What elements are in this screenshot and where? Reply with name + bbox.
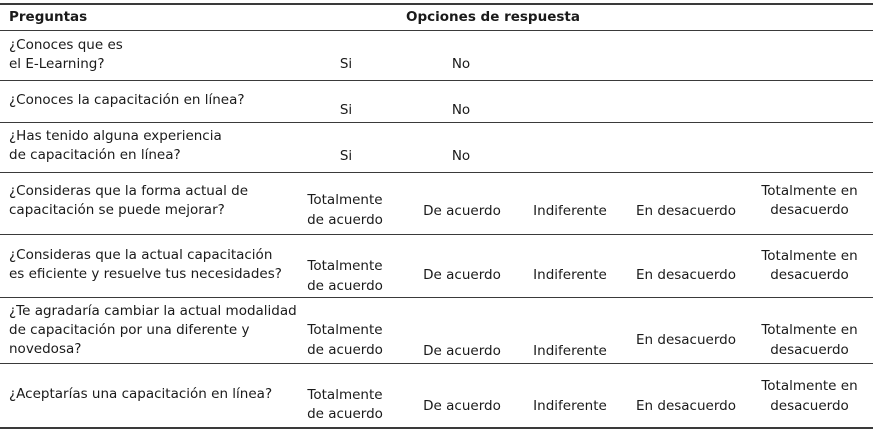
option-de-acuerdo: De acuerdo xyxy=(423,267,501,283)
option-totalmente-en-desacuerdo: desacuerdo xyxy=(770,202,849,218)
question-text: novedosa? xyxy=(9,341,82,357)
table-top-rule xyxy=(0,3,873,5)
question-text: ¿Consideras que la forma actual de xyxy=(9,183,249,199)
option-totalmente-de-acuerdo: Totalmente xyxy=(307,322,383,338)
option-totalmente-en-desacuerdo: desacuerdo xyxy=(770,267,849,283)
option-totalmente-de-acuerdo: de acuerdo xyxy=(307,342,383,358)
option-totalmente-en-desacuerdo: Totalmente en xyxy=(761,378,858,394)
question-text: de capacitación por una diferente y xyxy=(9,322,250,338)
question-text: de capacitación en línea? xyxy=(9,147,181,163)
option-de-acuerdo: De acuerdo xyxy=(423,343,501,359)
row-rule xyxy=(0,234,873,235)
question-text: ¿Aceptarías una capacitación en línea? xyxy=(9,386,273,402)
option-totalmente-de-acuerdo: de acuerdo xyxy=(307,278,383,294)
option-totalmente-en-desacuerdo: Totalmente en xyxy=(761,183,858,199)
question-text: capacitación se puede mejorar? xyxy=(9,202,225,218)
row-rule xyxy=(0,80,873,81)
question-text: el E-Learning? xyxy=(9,56,105,72)
option-no: No xyxy=(451,102,471,118)
option-totalmente-en-desacuerdo: desacuerdo xyxy=(770,398,849,414)
option-totalmente-de-acuerdo: de acuerdo xyxy=(307,212,383,228)
option-totalmente-de-acuerdo: Totalmente xyxy=(307,387,383,403)
option-totalmente-en-desacuerdo: Totalmente en xyxy=(761,248,858,264)
option-en-desacuerdo: En desacuerdo xyxy=(636,398,736,414)
option-en-desacuerdo: En desacuerdo xyxy=(636,267,736,283)
option-totalmente-de-acuerdo: de acuerdo xyxy=(307,406,383,422)
option-indiferente: Indiferente xyxy=(533,267,607,283)
option-totalmente-en-desacuerdo: Totalmente en xyxy=(761,322,858,338)
question-text: ¿Has tenido alguna experiencia xyxy=(9,128,222,144)
row-rule xyxy=(0,363,873,364)
option-indiferente: Indiferente xyxy=(533,203,607,219)
row-rule xyxy=(0,297,873,298)
option-si: Si xyxy=(339,56,353,72)
option-indiferente: Indiferente xyxy=(533,398,607,414)
row-rule xyxy=(0,122,873,123)
option-totalmente-de-acuerdo: Totalmente xyxy=(307,258,383,274)
question-text: ¿Conoces que es xyxy=(9,37,123,53)
option-no: No xyxy=(451,148,471,164)
row-rule xyxy=(0,172,873,173)
header-questions: Preguntas xyxy=(9,9,88,25)
option-en-desacuerdo: En desacuerdo xyxy=(636,203,736,219)
option-no: No xyxy=(451,56,471,72)
question-text: ¿Te agradaría cambiar la actual modalidad xyxy=(9,303,297,319)
question-text: ¿Conoces la capacitación en línea? xyxy=(9,92,245,108)
header-options: Opciones de respuesta xyxy=(406,9,580,25)
option-de-acuerdo: De acuerdo xyxy=(423,203,501,219)
table-bottom-rule xyxy=(0,427,873,429)
option-totalmente-de-acuerdo: Totalmente xyxy=(307,192,383,208)
header-rule xyxy=(0,30,873,31)
question-text: ¿Consideras que la actual capacitación xyxy=(9,247,273,263)
option-si: Si xyxy=(339,102,353,118)
option-indiferente: Indiferente xyxy=(533,343,607,359)
option-si: Si xyxy=(339,148,353,164)
question-text: es eficiente y resuelve tus necesidades? xyxy=(9,266,282,282)
option-totalmente-en-desacuerdo: desacuerdo xyxy=(770,342,849,358)
option-en-desacuerdo: En desacuerdo xyxy=(636,332,736,348)
option-de-acuerdo: De acuerdo xyxy=(423,398,501,414)
